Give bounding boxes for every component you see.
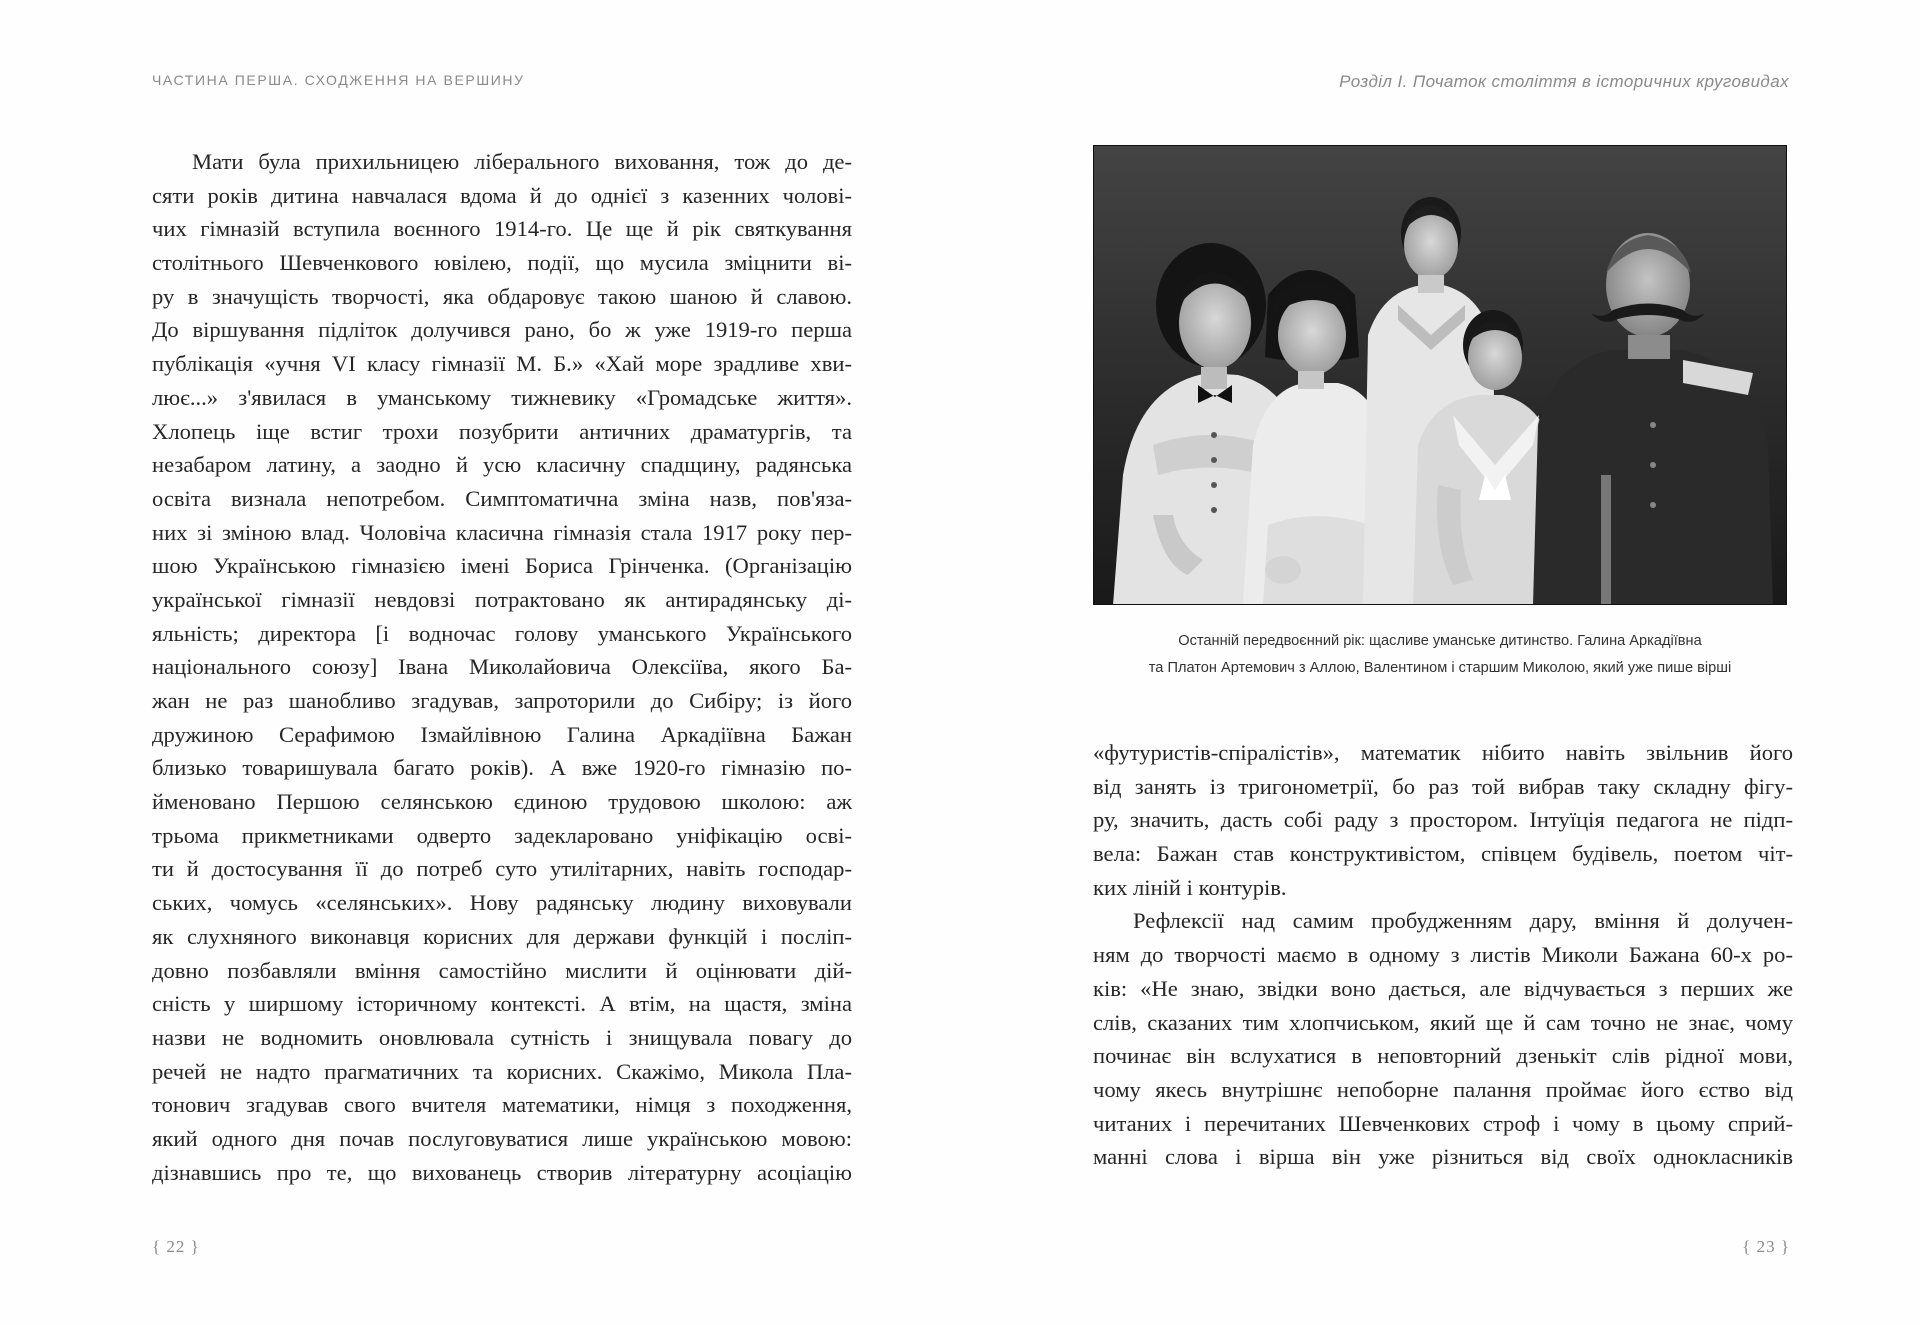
text-line: дружиною Серафимою Ізмайлівною Галина Аркадіївна Бажан <box>152 721 852 747</box>
text-line: Рефлексії над самим пробудженням дару, вміння й долучен- <box>1133 908 1793 934</box>
text-line: Хлопець іще встиг трохи позубрити античних драматургів, та <box>152 418 852 444</box>
text-line: назви не водномить оновлювала сутність і знищувала повагу до <box>152 1024 852 1050</box>
family-photo <box>1093 145 1787 605</box>
caption-line: та Платон Артемович з Аллою, Валентином і старшим Миколою, який уже пише вірші <box>1148 660 1732 676</box>
text-line: ських, чомусь «селянських». Нову радянську людину виховували <box>152 890 852 916</box>
text-line: трьома прикметниками одверто задекларовано уніфікацію осві- <box>152 822 852 848</box>
text-line: ких ліній і контурів. <box>1093 874 1287 900</box>
text-line: лює...» з'явилася в уманському тижневику «Громадське життя». <box>152 384 852 410</box>
text-line: української гімназії невдовзі потрактовано як антирадянську ді- <box>152 586 852 612</box>
text-line: вела: Бажан став конструктивістом, співцем будівель, поетом чіт- <box>1093 841 1793 867</box>
right-body-text <box>1093 736 1793 1174</box>
text-line: близько товаришувала багато років). А вже 1920-го гімназію по- <box>152 755 852 781</box>
text-line: ру, значить, дасть собі раду з простором. Інтуїція педагога не підп- <box>1093 807 1793 833</box>
text-line: від занять із тригонометрії, бо раз той вибрав таку складну фігу- <box>1093 773 1793 799</box>
text-line: національного союзу] Івана Миколайовича Олексіїва, якого Ба- <box>152 654 852 680</box>
text-line: «футуристів-спіралістів», математик нібито навіть звільнив його <box>1093 740 1793 765</box>
text-line: шою Українською гімназією імені Бориса Грінченка. (Організацію <box>152 553 852 579</box>
text-line: них зі зміною влад. Чоловіча класична гімназія стала 1917 року пер- <box>152 519 852 545</box>
text-line: який одного дня почав послуговуватися лише українською мовою: <box>152 1125 852 1151</box>
text-line: довно позбавляли вміння самостійно мислити й оцінювати дій- <box>152 957 852 983</box>
caption-line: Останній передвоєнний рік: щасливе уманське дитинство. Галина Аркадіївна <box>1178 633 1702 649</box>
text-line: столітнього Шевченкового ювілею, події, що мусила зміцнити ві- <box>152 250 852 276</box>
text-line: ти й достосування її до потреб суто утилітарних, навіть господар- <box>152 856 852 882</box>
text-line: слів, сказаних тим хлопчиськом, який ще й сам точно не знає, чому <box>1093 1009 1793 1035</box>
text-line: дізнавшись про те, що вихованець створив літературну асоціацію <box>152 1159 852 1185</box>
text-line: незабаром латину, а заодно й усю класичну спадщину, радянська <box>152 452 852 478</box>
text-line: яльність; директора [і водночас голову уманського Українського <box>152 620 852 646</box>
text-line: читаних і перечитаних Шевченкових строф і чому в цьому сприй- <box>1093 1110 1793 1136</box>
text-line: сність у ширшому історичному контексті. А втім, на щастя, зміна <box>152 991 852 1017</box>
left-body-text <box>152 145 852 1189</box>
right-page <box>960 0 1920 1325</box>
left-page-number: { 22 } <box>152 1237 200 1256</box>
text-line: жан не раз шанобливо згадував, запроторили до Сибіру; із його <box>152 688 852 713</box>
text-line: До віршування підліток долучився рано, бо ж уже 1919-го перша <box>152 317 852 343</box>
text-line: ків: «Не знаю, звідки воно дається, але відчувається з перших же <box>1093 975 1793 1001</box>
text-line: чому якесь внутрішнє непоборне палання проймає його єство від <box>1093 1076 1793 1102</box>
text-line: публікація «учня VI класу гімназії М. Б.» «Хай море зрадливе хви- <box>152 351 852 377</box>
text-line: тонович згадував свого вчителя математики, німця з походження, <box>152 1092 852 1118</box>
text-line: йменовано Першою селянською єдиною трудовою школою: аж <box>152 789 852 815</box>
text-line: сяти років дитина навчалася вдома й до однієї з казенних чолові- <box>152 182 852 208</box>
text-line: Мати була прихильницею ліберального виховання, тож до де- <box>192 149 852 174</box>
text-line: манні слова і вірша він уже різниться від своїх однокласників <box>1093 1144 1793 1170</box>
text-line: речей не надто прагматичних та корисних. Скажімо, Микола Пла- <box>152 1058 852 1084</box>
text-line: освіта визнала непотребом. Симптоматична зміна назв, пов'яза- <box>152 485 852 511</box>
right-page-number: { 23 } <box>1742 1237 1790 1256</box>
text-line: як слухняного виконавця корисних для держави функцій і посліп- <box>152 923 852 949</box>
text-line: ру в значущість творчості, яка обдаровує такою шаною й славою. <box>152 283 852 309</box>
left-running-head: ЧАСТИНА ПЕРША. СХОДЖЕННЯ НА ВЕРШИНУ <box>152 72 525 88</box>
right-running-head: Розділ І. Початок століття в історичних круговидах <box>1339 72 1789 91</box>
text-line: починає він вслухатися в неповторний дзенькіт слів рідної мови, <box>1093 1043 1793 1069</box>
text-line: чих гімназій вступила воєнного 1914-го. Це ще й рік святкування <box>152 216 852 242</box>
text-line: ням до творчості маємо в одному з листів Миколи Бажана 60-х ро- <box>1093 942 1793 968</box>
photo-caption <box>1093 628 1787 682</box>
